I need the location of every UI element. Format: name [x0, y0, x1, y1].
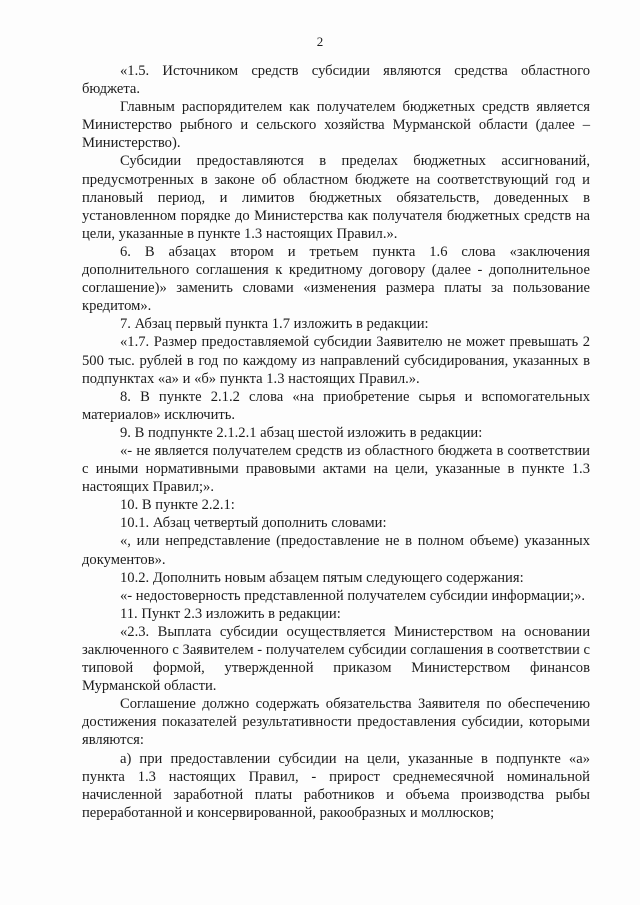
paragraph: 9. В подпункте 2.1.2.1 абзац шестой изложить в редакции:: [120, 424, 483, 441]
paragraph: 10. В пункте 2.2.1:: [120, 497, 235, 514]
paragraph: 11. Пункт 2.3 изложить в редакции:: [120, 605, 341, 622]
paragraph: «, или непредставление (предоставление не в полном объеме) указанных документов».: [82, 533, 590, 568]
paragraph: 7. Абзац первый пункта 1.7 изложить в редакции:: [120, 316, 429, 333]
paragraph: 6. В абзацах втором и третьем пункта 1.6 слова «заключения дополнительного соглашения к кредитному договору (далее - дополнительное соглашение)» заменить словами «изменения размера платы за пользование кредитом».: [82, 243, 590, 315]
document-body: [82, 62, 590, 822]
paragraph: «- не является получателем средств из областного бюджета в соответствии с иными нормативными правовыми актами на цели, указанные в пункте 1.3 настоящих Правил;».: [82, 442, 590, 496]
paragraph: Соглашение должно содержать обязательства Заявителя по обеспечению достижения показателей результативности предоставления субсидии, которыми являются:: [82, 696, 590, 749]
page-number: 2: [316, 34, 324, 49]
paragraph: 8. В пункте 2.1.2 слова «на приобретение сырья и вспомогательных материалов» исключить.: [82, 388, 590, 423]
paragraph: «1.7. Размер предоставляемой субсидии Заявителю не может превышать 2 500 тыс. рублей в год по каждому из направлений субсидирования, указанных в подпунктах «а» и «б» пункта 1.3 настоящих Правил.».: [82, 334, 590, 387]
paragraph: 10.2. Дополнить новым абзацем пятым следующего содержания:: [120, 569, 524, 586]
paragraph: 10.1. Абзац четвертый дополнить словами:: [120, 515, 387, 532]
paragraph: «1.5. Источником средств субсидии являются средства областного бюджета.: [82, 63, 590, 98]
paragraph: а) при предоставлении субсидии на цели, указанные в подпункте «а» пункта 1.3 настоящих Правил, - прирост среднемесячной номинальной начисленной заработной платы работников и объема производства рыбы переработанной и консервированной, ракообразных и моллюсков;: [82, 750, 590, 821]
paragraph: Субсидии предоставляются в пределах бюджетных ассигнований, предусмотренных в законе об областном бюджете на соответствующий год и плановый период, и лимитов бюджетных обязательств, доведенных в установленном порядке до Министерства как получателя бюджетных средств на цели, указанные в пункте 1.3 настоящих Правил.».: [82, 153, 590, 242]
paragraph: «2.3. Выплата субсидии осуществляется Министерством на основании заключенного с Заявителем - получателем субсидии соглашения в соответствии с типовой формой, утвержденной приказом Министерством финансов Мурманской области.: [82, 623, 590, 695]
paragraph: Главным распорядителем как получателем бюджетных средств является Министерство рыбного и сельского хозяйства Мурманской области (далее – Министерство).: [82, 99, 590, 152]
paragraph: «- недостоверность представленной получателем субсидии информации;».: [120, 587, 586, 604]
